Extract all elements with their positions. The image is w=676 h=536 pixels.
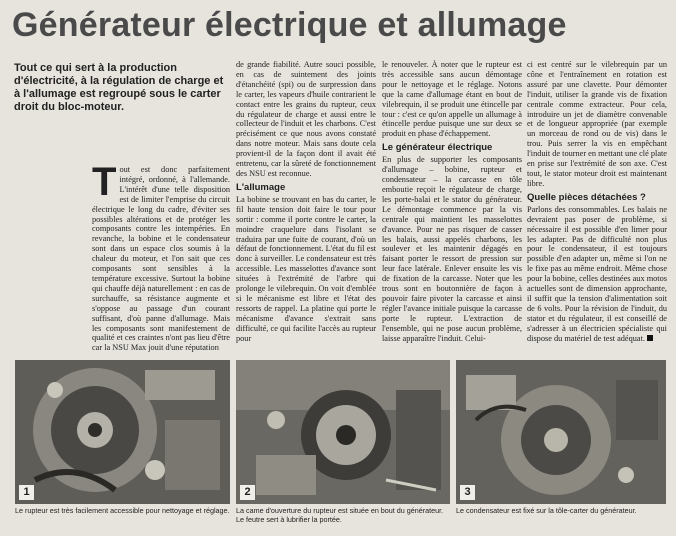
photo-rupteur <box>15 360 230 504</box>
paragraph: de grande fiabilité. Autre souci possible, en cas de suintement des joints d'étanchéité (spi) ou de surpression dans le carter, les vapeurs d'huile contrarient le contact entre les grains du rupteur, ceux du régulateur de charge et aussi entre le collecteur de l'induit et les charbons. C'est précisément ce que nous avons constaté dans notre moteur. Mais sans doute cela provient-il de la façon dont il avait été entretenu, car la sûreté de fonctionnement des NSU est reconnue. <box>236 60 376 178</box>
text-column-3 <box>382 60 522 390</box>
paragraph <box>527 205 667 344</box>
text-column-4 <box>527 60 667 390</box>
paragraph: le renouveler. À noter que le rupteur est très accessible sans aucun démontage pour le nettoyage et le réglage. Notons que la came d'allumage étant en bout de vilebrequin, il se produit une étincelle par tour : c'est ce qu'on appelle un allumage à étincelle perdue puisque une sur deux se produit en phase d'échappement. <box>382 60 522 139</box>
paragraph: En plus de supporter les composants d'allumage – bobine, rupteur et condensateur – la carcasse en tôle emboutie reçoit le régulateur de charge, les porte-balai et le stator du générateur. Le démontage commence par la vis centrale qui maintient les masselottes d'avance. Pour ne pas risquer de casser les balais, aussi appelés charbons, les soulever et les maintenir dégagés en faisant porter le ressort de pression sur leur face latérale. Enlever ensuite les vis de fixation de la carcasse. Noter que les trous sont en boutonnière de façon à pouvoir faire pivoter la carcasse et ainsi régler l'avance initiale puisque la carcasse porte le rupteur. L'extraction de l'ensemble, qui ne pose aucun problème, laisse apparaître l'induit. Celui- <box>382 155 522 343</box>
engine-photo-illustration <box>456 360 666 504</box>
paragraph-text: Parlons des consommables. Les balais ne devraient pas poser de problème, si nécessaire il est possible d'en limer pour les adapter. Pas de difficulté non plus pour le condensateur, il est toujours possible d'en adapter un, même si l'on ne le fixe pas au même endroit. Même chose pour la bobine, celles destinées aux motos actuelles sont de dimension approchante, il suffit que la tension d'alimentation soit de 6 volts. Pour la révision de l'induit, du stator et du régulateur, il est conseillé de s'adresser à un électricien spécialiste qui dispose du matériel de test adéquat. <box>527 204 667 343</box>
photo-caption: La came d'ouverture du rupteur est située en bout du générateur. Le feutre sert à lubrifier la portée. <box>236 506 444 524</box>
photo-caption: Le rupteur est très facilement accessible pour nettoyage et réglage. <box>15 506 230 515</box>
text-column-2 <box>236 60 376 390</box>
article-title: Générateur électrique et allumage <box>12 6 567 44</box>
drop-cap: T <box>92 165 117 204</box>
photo-caption: Le condensateur est fixé sur la tôle-carter du générateur. <box>456 506 637 515</box>
photo-number-badge: 3 <box>460 485 475 500</box>
paragraph-text: out est donc parfaitement intégré, ordonné, à l'allemande. L'intérêt d'une telle disposition est de limiter l'emprise du circuit électrique le long du cadre, d'éviter ses possibles altérations et de protéger les composants contre les intempéries. En revanche, la bobine et le condensateur sont dans un espace clos soumis à la chaleur du moteur, et l'on sait que ces composants sont sensibles à la température excessive. Surtout la bobine qui chauffe déjà naturellement : en cas de surchauffe, sa résistance augmente et s'oppose au passage d'un courant suffisant, d'où panne d'allumage. Mais les composants sont manifestement de qualité et ces craintes n'ont pas lieu d'être car la NSU Max jouit d'une réputation <box>92 165 230 353</box>
section-heading-allumage: L'allumage <box>236 181 286 193</box>
engine-photo-illustration <box>15 360 230 504</box>
paragraph: ci est centré sur le vilebrequin par un cône et l'entraînement en rotation est assuré par une clavette. Pour démonter l'induit, utiliser la grande vis de fixation centrale comme extracteur. Pour cela, introduire un jet de diamètre convenable et de longueur appropriée (par exemple un morceau de rond ou de vis) dans le trou. Puis serrer la vis en empêchant l'induit de tourner en mettant une clé plate en prise sur l'extrémité de son axe. C'est tout, le stator moteur droit est maintenant libre. <box>527 60 667 188</box>
photo-number-badge: 1 <box>19 485 34 500</box>
paragraph: La bobine se trouvant en bas du carter, le fil haute tension doit faire le tour pour sortir : comme il porte contre le carter, la moindre craquelure dans l'isolant se traduira par une fuite de courant, d'où un défaut de fonctionnement. L'état du fil est donc à surveiller. Le condensateur est très accessible. Les masselottes d'avance sont situées à l'extrémité de l'arbre qui prolonge le vilebrequin. On voit d'emblée si le mécanisme est libre et l'état des ressorts de rappel. La platine qui porte le mécanisme d'avance s'extrait sans difficulté, ce qui facilite l'accès au rupteur pour <box>236 194 376 343</box>
section-heading-pieces: Quelle pièces détachées ? <box>527 191 646 203</box>
section-heading-generateur: Le générateur électrique <box>382 142 493 154</box>
paragraph <box>92 165 230 353</box>
photo-condensateur <box>456 360 666 504</box>
engine-photo-illustration <box>236 360 450 504</box>
photo-number-badge: 2 <box>240 485 255 500</box>
end-mark-icon <box>647 335 653 341</box>
photo-came <box>236 360 450 504</box>
lead-paragraph: Tout ce qui sert à la production d'électricité, à la régulation de charge et à l'allumage est regroupé sous le carter droit du bloc-moteur. <box>14 62 224 113</box>
